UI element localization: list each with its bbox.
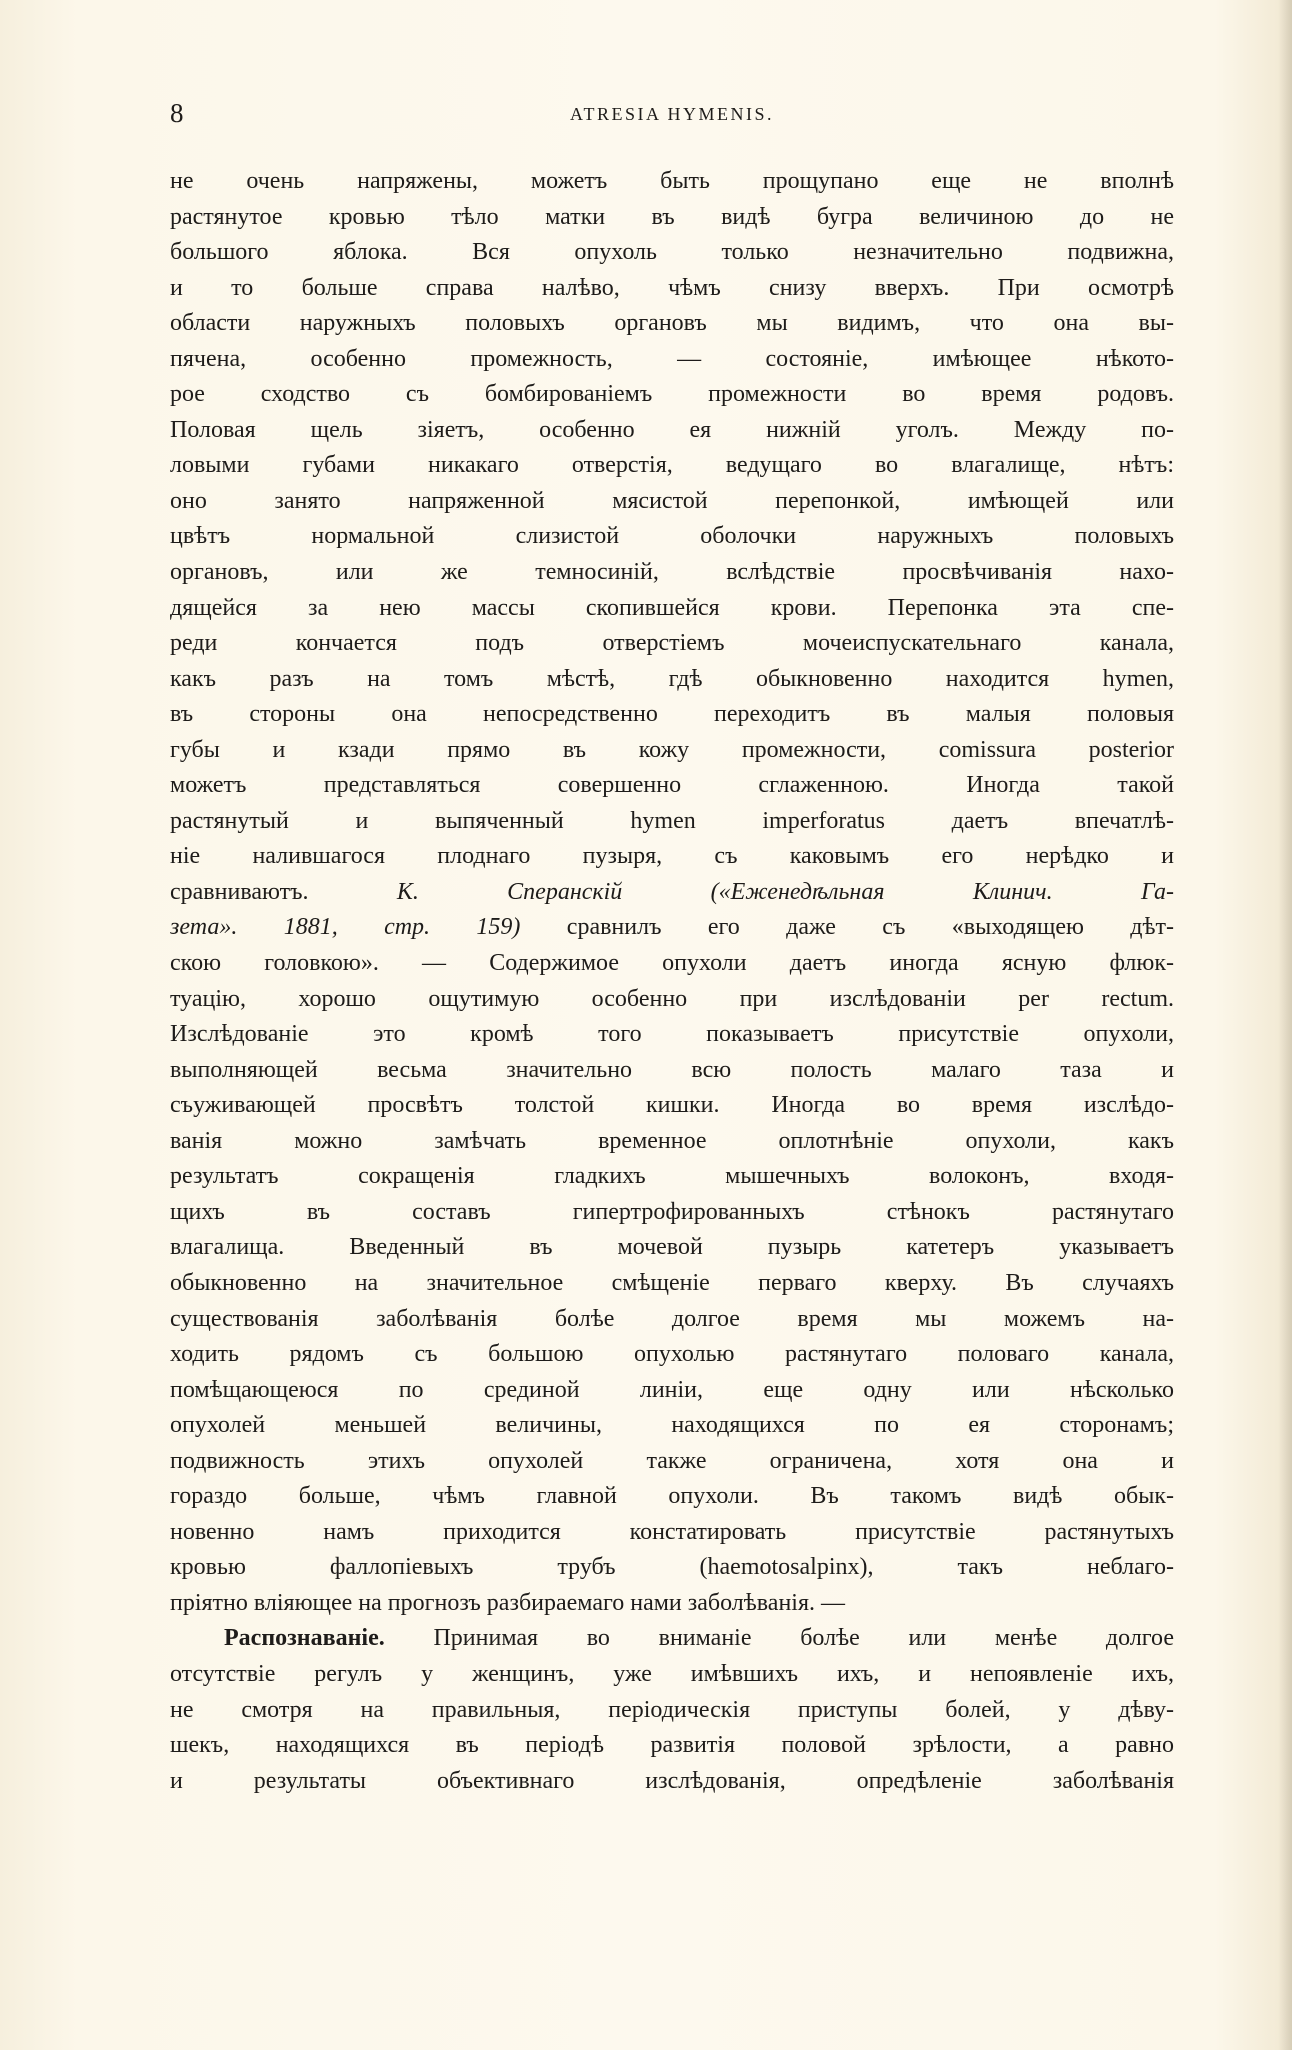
text-line: дящейся за нею массы скопившейся крови. Перепонка эта спе- (170, 594, 1174, 621)
text-line: и то больше справа налѣво, чѣмъ снизу вверхъ. При осмотрѣ (170, 274, 1174, 301)
text-line: отсутствіе регулъ у женщинъ, уже имѣвшихъ ихъ, и непоявленіе ихъ, (170, 1660, 1174, 1687)
text-line: результатъ сокращенія гладкихъ мышечныхъ волоконъ, входя- (170, 1163, 1174, 1190)
text-line: пячена, особенно промежность, — состояніе, имѣющее нѣкото- (170, 345, 1174, 372)
text-line: опухолей меньшей величины, находящихся по ея сторонамъ; (170, 1412, 1174, 1439)
text-line: скою головкою». — Содержимое опухоли даетъ иногда ясную флюк- (170, 950, 1174, 977)
text-line: рое сходство съ бомбированіемъ промежности во время родовъ. (170, 381, 1174, 408)
text-line: реди кончается подъ отверстіемъ мочеиспускательнаго канала, (170, 630, 1174, 657)
text-line: Половая щель зіяетъ, особенно ея нижній уголъ. Между по- (170, 416, 1174, 443)
text-line: подвижность этихъ опухолей также ограничена, хотя она и (170, 1447, 1174, 1474)
running-title: ATRESIA HYMENIS. (569, 104, 774, 124)
text-line: ванія можно замѣчать временное оплотнѣніе опухоли, какъ (170, 1127, 1174, 1154)
text-line: большого яблока. Вся опухоль только незначительно подвижна, (170, 239, 1174, 266)
text-line: органовъ, или же темносиній, вслѣдствіе просвѣчиванія нахо- (170, 559, 1174, 586)
text-line: какъ разъ на томъ мѣстѣ, гдѣ обыкновенно находится hymen, (170, 665, 1174, 692)
text-line-reference (170, 910, 1174, 946)
text-line: растянутое кровью тѣло матки въ видѣ бугра величиною до не (170, 203, 1174, 230)
text-line: выполняющей весьма значительно всю полость малаго таза и (170, 1056, 1174, 1083)
page-number: 8 (170, 98, 184, 128)
section-first-line (170, 1621, 1174, 1657)
text-line: шекъ, находящихся въ періодѣ развитія половой зрѣлости, а равно (170, 1732, 1174, 1759)
text-line: туацію, хорошо ощутимую особенно при изслѣдованіи per rectum. (170, 985, 1174, 1012)
text-line: области наружныхъ половыхъ органовъ мы видимъ, что она вы- (170, 310, 1174, 337)
text-line: Изслѣдованіе это кромѣ того показываетъ присутствіе опухоли, (170, 1021, 1174, 1048)
text-line: не очень напряжены, можетъ быть прощупано еще не вполнѣ (170, 168, 1174, 194)
reference-citation: К. Сперанскій («Еженедѣльная Клинич. Га- (396, 878, 1174, 905)
text-line: оно занято напряженной мясистой перепонкой, имѣющей или (170, 487, 1174, 514)
text-line: растянутый и выпяченный hymen imperforatus даетъ впечатлѣ- (170, 807, 1174, 834)
page-edge-shadow (1278, 0, 1292, 2050)
section-heading: Распознаваніе. (224, 1625, 385, 1652)
text-line: ловыми губами никакаго отверстія, ведущаго во влагалище, нѣтъ: (170, 452, 1174, 479)
text-line: кровью фаллопіевыхъ трубъ (haemotosalpinx), такъ неблаго- (170, 1554, 1174, 1581)
text-line: щихъ въ составъ гипертрофированныхъ стѣнокъ растянутаго (170, 1198, 1174, 1225)
text-line: пріятно вліяющее на прогнозъ разбираемаго нами заболѣванія. — (170, 1589, 845, 1616)
body-text (170, 164, 1174, 1799)
text-line: въ стороны она непосредственно переходитъ въ малыя половыя (170, 701, 1174, 728)
text-line: гораздо больше, чѣмъ главной опухоли. Въ такомъ видѣ обык- (170, 1483, 1174, 1510)
text-line: новенно намъ приходится констатировать присутствіе растянутыхъ (170, 1518, 1174, 1545)
text-line: не смотря на правильныя, періодическія приступы болей, у дѣву- (170, 1696, 1174, 1723)
text-line: ходить рядомъ съ большою опухолью растянутаго половаго канала, (170, 1341, 1174, 1368)
text-line: существованія заболѣванія болѣе долгое время мы можемъ на- (170, 1305, 1174, 1332)
text-line: цвѣтъ нормальной слизистой оболочки наружныхъ половыхъ (170, 523, 1174, 550)
reference-rest: сравнилъ его даже съ «выходящею дѣт- (566, 914, 1174, 941)
text-line: и результаты объективнаго изслѣдованія, опредѣленіе заболѣванія (170, 1767, 1174, 1794)
text-line: съуживающей просвѣтъ толстой кишки. Иногда во время изслѣдо- (170, 1092, 1174, 1119)
text-line: помѣщающеюся по срединой линіи, еще одну или нѣсколько (170, 1376, 1174, 1403)
text-line-reference (170, 875, 1174, 911)
text-line: влагалища. Введенный въ мочевой пузырь катетеръ указываетъ (170, 1234, 1174, 1261)
section-lead-text: Принимая во вниманіе болѣе или менѣе долгое (433, 1625, 1174, 1652)
text-line: ніе налившагося плоднаго пузыря, съ каковымъ его нерѣдко и (170, 843, 1174, 870)
page-header (170, 96, 1174, 130)
text-line: губы и кзади прямо въ кожу промежности, comissura posterior (170, 736, 1174, 763)
reference-citation: зета». 1881, стр. 159) (170, 914, 521, 941)
reference-lead: сравниваютъ. (170, 878, 309, 905)
text-line: обыкновенно на значительное смѣщеніе перваго кверху. Въ случаяхъ (170, 1269, 1174, 1296)
text-line: можетъ представляться совершенно сглаженною. Иногда такой (170, 772, 1174, 799)
